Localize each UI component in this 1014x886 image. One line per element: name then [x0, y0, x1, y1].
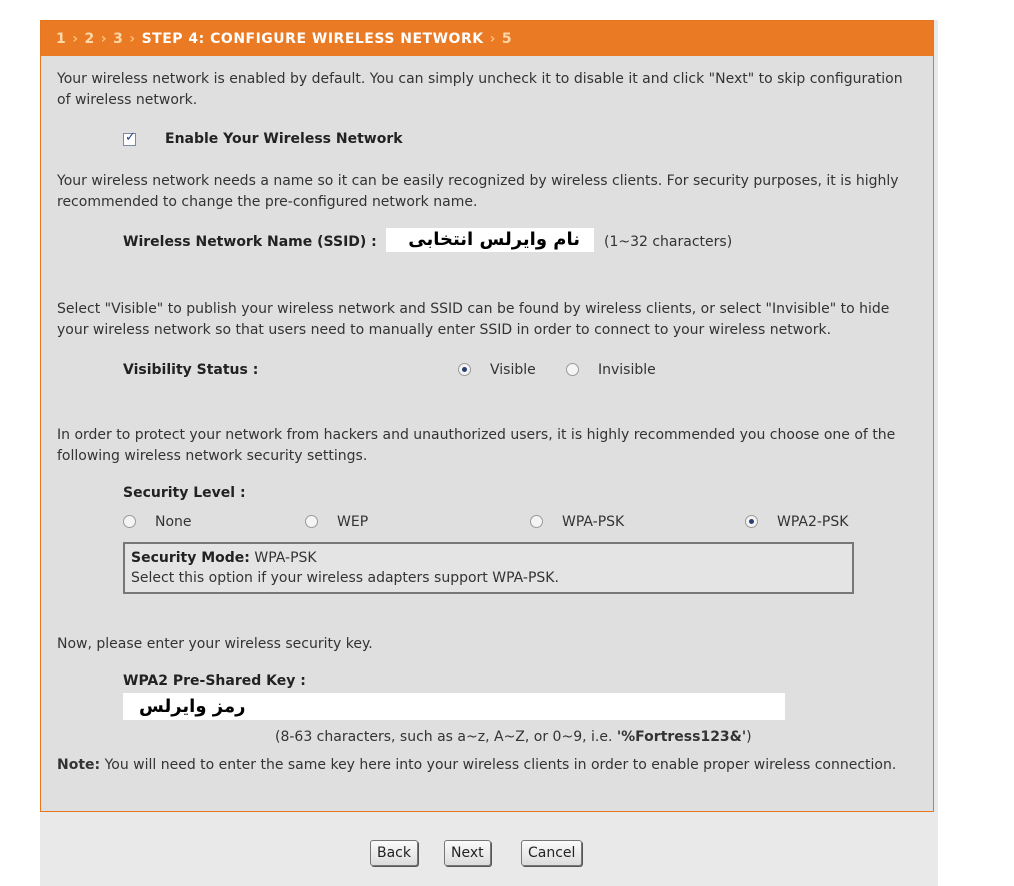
step-arrow-icon: › [129, 30, 136, 47]
ssid-hint: (1~32 characters) [604, 234, 733, 250]
visibility-description: Select "Visible" to publish your wireless network and SSID can be found by wireless clients, or select "Invisible" to hide your wireless network so that users need to manually enter SSID in order to connect to your wireless network. [57, 301, 890, 338]
security-wpa2-psk-label: WPA2-PSK [777, 514, 849, 530]
step-2: 2 [84, 30, 95, 47]
psk-hint-pre: (8-63 characters, such as a~z, A~Z, or 0~9, i.e. [275, 729, 617, 745]
security-wep-radio[interactable] [305, 515, 318, 528]
security-none-label: None [155, 514, 192, 530]
visibility-label: Visibility Status : [123, 362, 259, 378]
visible-radio[interactable] [458, 363, 471, 376]
psk-input[interactable] [123, 693, 785, 720]
back-button[interactable]: Back [370, 840, 418, 866]
security-mode-box [123, 542, 854, 594]
ssid-input[interactable]: نام وایرلس انتخابی [386, 228, 594, 252]
step-1: 1 [56, 30, 67, 47]
note-label: Note: [57, 757, 101, 773]
psk-hint-example: '%Fortress123&' [616, 729, 747, 745]
step-5: 5 [501, 30, 513, 47]
security-wpa-psk-radio[interactable] [530, 515, 543, 528]
current-step-title: STEP 4: CONFIGURE WIRELESS NETWORK [141, 30, 484, 47]
psk-hint-post: ) [746, 729, 752, 745]
next-button[interactable]: Next [444, 840, 491, 866]
psk-label: WPA2 Pre-Shared Key : [123, 673, 306, 689]
security-mode-title: Security Mode: [131, 550, 250, 566]
visible-label: Visible [490, 362, 536, 378]
ssid-description: Your wireless network needs a name so it can be easily recognized by wireless clients. For security purposes, it is highly recommended to change the pre-configured network name. [57, 173, 899, 210]
enable-wireless-checkbox[interactable] [123, 130, 136, 146]
note [57, 755, 917, 776]
psk-hint [275, 729, 752, 745]
ssid-label: Wireless Network Name (SSID) : [123, 234, 377, 250]
security-none-radio[interactable] [123, 515, 136, 528]
security-wpa2-psk-radio[interactable] [745, 515, 758, 528]
step-arrow-icon: › [100, 30, 108, 47]
check-icon: ✓ [125, 130, 136, 145]
invisible-radio[interactable] [566, 363, 579, 376]
key-intro: Now, please enter your wireless security key. [57, 636, 373, 652]
security-mode-line [131, 548, 846, 568]
cancel-button[interactable]: Cancel [521, 840, 582, 866]
security-mode-desc: Select this option if your wireless adapters support WPA-PSK. [131, 570, 559, 586]
security-wpa-psk-label: WPA-PSK [562, 514, 625, 530]
step-3: 3 [113, 30, 124, 47]
security-description: In order to protect your network from hackers and unauthorized users, it is highly recommended you choose one of the following wireless network security settings. [57, 427, 896, 464]
enable-description: Your wireless network is enabled by default. You can simply uncheck it to disable it and click "Next" to skip configuration of wireless network. [57, 71, 903, 108]
security-level-label: Security Level : [123, 485, 246, 501]
psk-value: رمز وایرلس [139, 696, 246, 717]
security-wep-label: WEP [337, 514, 369, 530]
step-header [41, 21, 933, 56]
wizard-container [40, 20, 938, 886]
enable-wireless-label: Enable Your Wireless Network [165, 131, 403, 147]
wizard-panel [40, 20, 934, 812]
security-mode-value: WPA-PSK [254, 550, 317, 566]
note-text: You will need to enter the same key here into your wireless clients in order to enable proper wireless connection. [100, 757, 897, 773]
step-arrow-icon: › [489, 30, 496, 47]
invisible-label: Invisible [598, 362, 656, 378]
step-arrow-icon: › [72, 30, 79, 47]
